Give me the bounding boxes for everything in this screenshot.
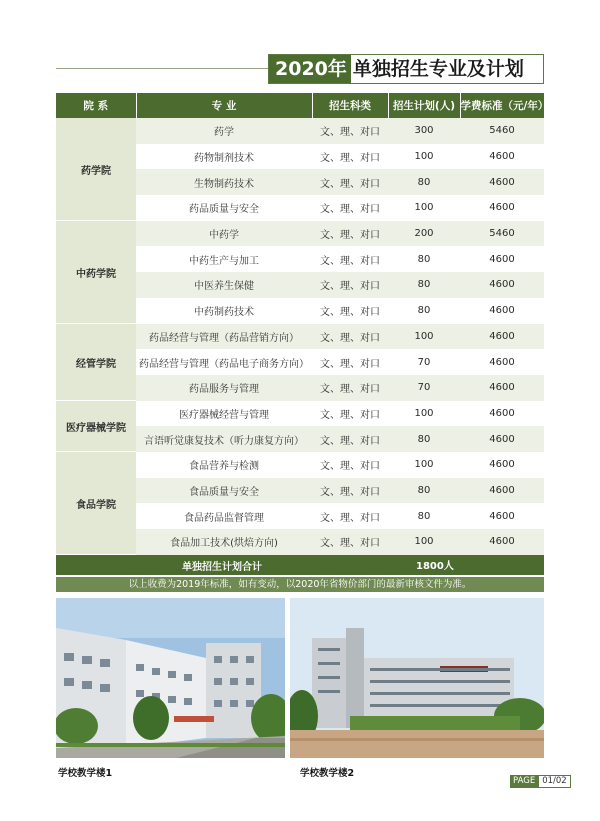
- plan-cell: 80: [388, 426, 460, 452]
- category-cell: 文、理、对口: [312, 298, 388, 324]
- plan-cell: 100: [388, 195, 460, 221]
- college-cell: 医疗器械学院: [56, 401, 136, 452]
- fee-cell: 4600: [460, 375, 544, 401]
- photo-caption-2: 学校教学楼2: [300, 768, 355, 779]
- header-major: 专 业: [136, 93, 312, 118]
- fee-cell: 4600: [460, 426, 544, 452]
- category-cell: 文、理、对口: [312, 246, 388, 272]
- college-cell: 药学院: [56, 118, 136, 221]
- header-college: 院 系: [56, 93, 136, 118]
- plan-cell: 100: [388, 324, 460, 350]
- category-cell: 文、理、对口: [312, 195, 388, 221]
- major-cell: 药品经营与管理（药品营销方向）: [136, 324, 312, 350]
- table-row: [56, 221, 544, 247]
- category-cell: 文、理、对口: [312, 221, 388, 247]
- major-cell: 食品药品监督管理: [136, 503, 312, 529]
- major-cell: 食品加工技术(烘焙方向): [136, 529, 312, 555]
- plan-cell: 70: [388, 349, 460, 375]
- major-cell: 药学: [136, 118, 312, 144]
- table-header-row: [56, 93, 544, 118]
- major-cell: 食品质量与安全: [136, 478, 312, 504]
- fee-cell: 4600: [460, 144, 544, 170]
- category-cell: 文、理、对口: [312, 452, 388, 478]
- title-text: 单独招生专业及计划: [351, 55, 530, 83]
- plan-cell: 80: [388, 478, 460, 504]
- category-cell: 文、理、对口: [312, 401, 388, 427]
- major-cell: 中医养生保健: [136, 272, 312, 298]
- fee-cell: 4600: [460, 272, 544, 298]
- major-cell: 药品质量与安全: [136, 195, 312, 221]
- table-row: [56, 401, 544, 427]
- fee-cell: 4600: [460, 478, 544, 504]
- table-row: [56, 452, 544, 478]
- building-photo-1: [56, 598, 285, 758]
- table-body: [56, 118, 544, 555]
- fee-cell: 4600: [460, 169, 544, 195]
- plan-cell: 300: [388, 118, 460, 144]
- total-label: 单独招生计划合计: [56, 555, 388, 576]
- category-cell: 文、理、对口: [312, 478, 388, 504]
- plan-cell: 80: [388, 503, 460, 529]
- fee-cell: 4600: [460, 503, 544, 529]
- major-cell: 中药生产与加工: [136, 246, 312, 272]
- plan-cell: 200: [388, 221, 460, 247]
- category-cell: 文、理、对口: [312, 324, 388, 350]
- major-cell: 中药制药技术: [136, 298, 312, 324]
- plan-cell: 80: [388, 298, 460, 324]
- fee-cell: 4600: [460, 246, 544, 272]
- fee-cell: 4600: [460, 195, 544, 221]
- major-cell: 医疗器械经营与管理: [136, 401, 312, 427]
- plan-cell: 100: [388, 401, 460, 427]
- major-cell: 药品经营与管理（药品电子商务方向）: [136, 349, 312, 375]
- fee-note: 以上收费为2019年标准，如有变动，以2020年省物价部门的最新审核文件为准。: [56, 577, 544, 592]
- plan-cell: 80: [388, 169, 460, 195]
- fee-cell: 4600: [460, 452, 544, 478]
- fee-cell: 4600: [460, 401, 544, 427]
- plan-cell: 80: [388, 246, 460, 272]
- major-cell: 食品营养与检测: [136, 452, 312, 478]
- college-cell: 中药学院: [56, 221, 136, 324]
- category-cell: 文、理、对口: [312, 375, 388, 401]
- category-cell: 文、理、对口: [312, 144, 388, 170]
- fee-cell: 4600: [460, 349, 544, 375]
- title-bar: [56, 54, 544, 84]
- page-label: PAGE: [510, 775, 538, 788]
- page-number: 01/02: [538, 775, 571, 788]
- plan-cell: 70: [388, 375, 460, 401]
- total-value: 1800人: [388, 555, 544, 576]
- table-row: [56, 118, 544, 144]
- category-cell: 文、理、对口: [312, 349, 388, 375]
- category-cell: 文、理、对口: [312, 169, 388, 195]
- header-fee: 学费标准（元/年）: [460, 93, 544, 118]
- fee-cell: 5460: [460, 118, 544, 144]
- building-photo-2: [290, 598, 544, 758]
- fee-cell: 4600: [460, 298, 544, 324]
- enrollment-plan-table: [56, 93, 549, 575]
- major-cell: 言语听觉康复技术（听力康复方向）: [136, 426, 312, 452]
- category-cell: 文、理、对口: [312, 503, 388, 529]
- plan-cell: 100: [388, 529, 460, 555]
- category-cell: 文、理、对口: [312, 118, 388, 144]
- college-cell: 经管学院: [56, 324, 136, 401]
- total-row: [56, 555, 544, 576]
- category-cell: 文、理、对口: [312, 426, 388, 452]
- plan-cell: 100: [388, 144, 460, 170]
- plan-cell: 80: [388, 272, 460, 298]
- major-cell: 药品服务与管理: [136, 375, 312, 401]
- header-category: 招生科类: [312, 93, 388, 118]
- plan-cell: 100: [388, 452, 460, 478]
- table-row: [56, 324, 544, 350]
- fee-cell: 4600: [460, 529, 544, 555]
- page-indicator: [510, 775, 571, 788]
- college-cell: 食品学院: [56, 452, 136, 555]
- photo-caption-1: 学校教学楼1: [58, 768, 113, 779]
- category-cell: 文、理、对口: [312, 272, 388, 298]
- header-plan: 招生计划(人): [388, 93, 460, 118]
- fee-cell: 4600: [460, 324, 544, 350]
- fee-cell: 5460: [460, 221, 544, 247]
- major-cell: 药物制剂技术: [136, 144, 312, 170]
- major-cell: 中药学: [136, 221, 312, 247]
- page-title: [268, 54, 544, 84]
- category-cell: 文、理、对口: [312, 529, 388, 555]
- major-cell: 生物制药技术: [136, 169, 312, 195]
- title-year: 2020年: [269, 55, 351, 83]
